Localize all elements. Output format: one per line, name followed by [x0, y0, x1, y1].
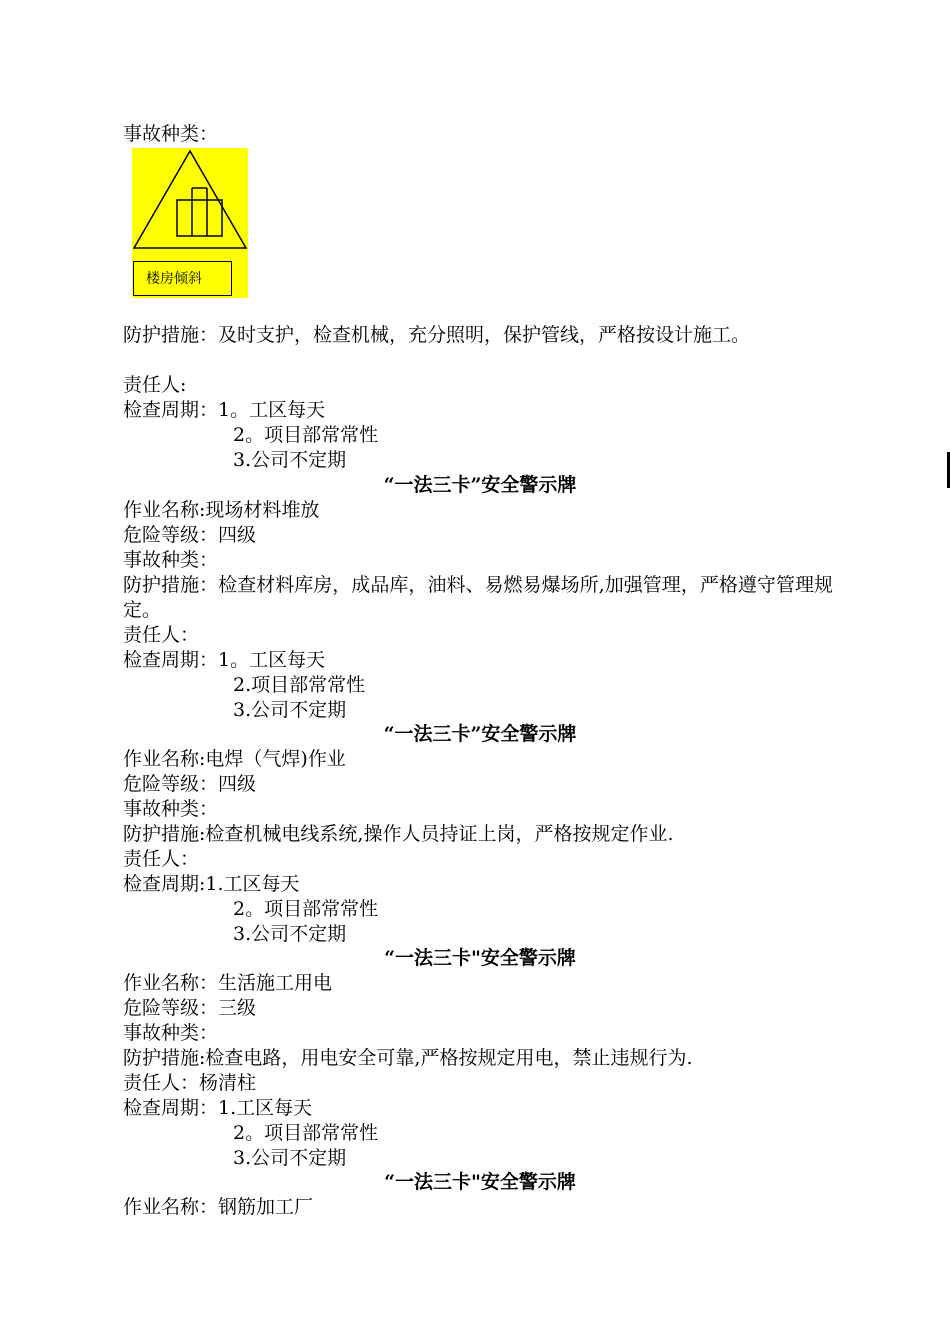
- check-cycle-3: 3.公司不定期: [233, 449, 347, 471]
- warning-sign: [132, 148, 248, 298]
- section-title: “一法三卡”安全警示牌: [383, 474, 577, 496]
- accident-type: 事故种类：: [123, 798, 219, 820]
- danger-level: 危险等级：四级: [123, 524, 257, 546]
- danger-level: 危险等级：四级: [123, 773, 257, 795]
- check-cycle-3: 3.公司不定期: [233, 699, 347, 721]
- check-cycle-1: 检查周期：1。工区每天: [123, 399, 326, 421]
- check-cycle-1: 检查周期:1.工区每天: [123, 873, 300, 895]
- accident-type: 事故种类：: [123, 1022, 219, 1044]
- sign-label: 楼房倾斜: [133, 261, 232, 296]
- section-title: “一法三卡"安全警示牌: [384, 1171, 576, 1193]
- protection-measures: 防护措施：检查材料库房，成品库，油料、易燃易爆场所,加强管理，严格遵守管理规定。: [123, 574, 833, 621]
- danger-level: 危险等级：三级: [123, 997, 257, 1019]
- section-title: “一法三卡”安全警示牌: [383, 723, 577, 745]
- check-cycle-2: 2。项目部常常性: [233, 898, 379, 920]
- check-cycle-1: 检查周期：1.工区每天: [123, 1097, 313, 1119]
- check-cycle-3: 3.公司不定期: [233, 923, 347, 945]
- responsible-person: 责任人:: [123, 374, 187, 396]
- job-name: 作业名称：钢筋加工厂: [123, 1196, 314, 1218]
- check-cycle-3: 3.公司不定期: [233, 1147, 347, 1169]
- protection-measures: 防护措施：及时支护，检查机械，充分照明，保护管线，严格按设计施工。: [123, 324, 751, 346]
- check-cycle-2: 2。项目部常常性: [233, 1122, 379, 1144]
- responsible-person: 责任人：: [123, 848, 200, 870]
- job-name: 作业名称：生活施工用电: [123, 972, 333, 994]
- check-cycle-1: 检查周期：1。工区每天: [123, 649, 326, 671]
- section-title: “一法三卡"安全警示牌: [384, 947, 576, 969]
- job-name: 作业名称:现场材料堆放: [123, 499, 320, 521]
- accident-type: 事故种类：: [123, 549, 219, 571]
- protection-measures: 防护措施:检查电路，用电安全可靠,严格按规定用电，禁止违规行为.: [123, 1047, 693, 1069]
- responsible-person: 责任人：杨清柱: [123, 1072, 257, 1094]
- protection-measures: 防护措施:检查机械电线系统,操作人员持证上岗，严格按规定作业.: [123, 823, 674, 845]
- job-name: 作业名称:电焊（气焊)作业: [123, 748, 346, 770]
- check-cycle-2: 2。项目部常常性: [233, 424, 379, 446]
- responsible-person: 责任人：: [123, 624, 200, 646]
- check-cycle-2: 2.项目部常常性: [233, 674, 366, 696]
- accident-type-label: 事故种类：: [123, 123, 219, 145]
